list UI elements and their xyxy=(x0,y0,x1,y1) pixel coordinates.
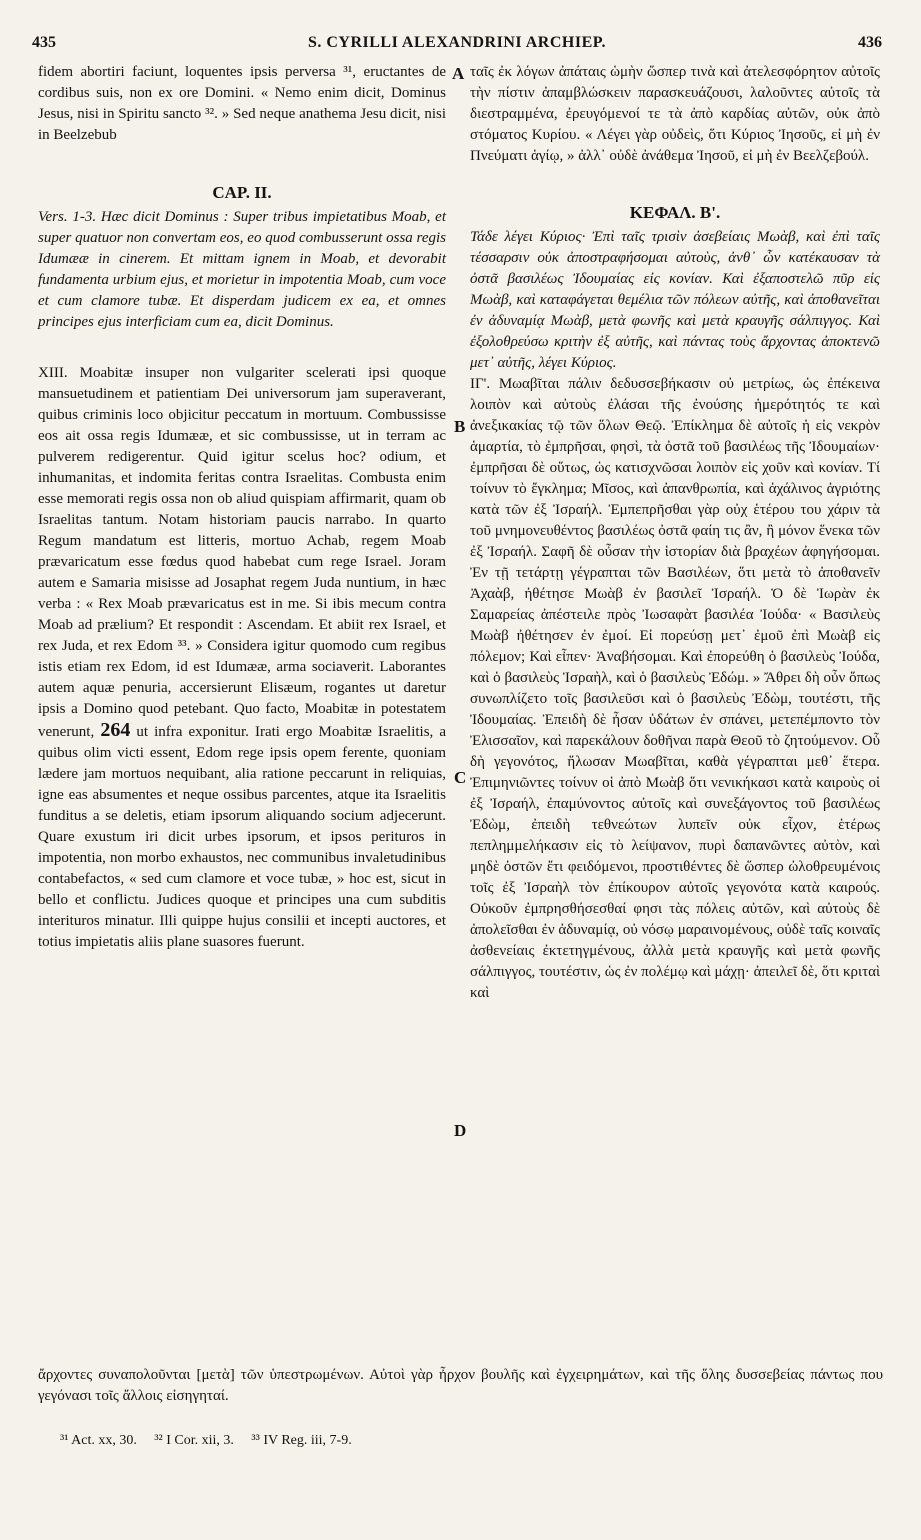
latin-commentary-part-2: ut infra exponitur. Irati ergo Moabitæ Israelitis, a quibus olim victi essent, Edom rege ipsis opem ferente, quoniam lædere jam mortuos nequibant, alia ratione peccarunt in reliquias, igne eas absumentes et neque ossibus parcentes, atque ita Israelitis funditus a se deletis, etiam ipsorum aliquando socium adjecerunt. Quare exustum iri dicit urbes ipsorum, et ipsos perituros in impotentia, non morbo exhaustos, nec communibus invaletudinibus contabefactos, « sed cum clamore et voce tubæ, » hoc est, sicut in bello et conflictu. Judices quoque et principes una cum subditis interituros minatur. Illi quippe hujus consilii et incepti auctores, et totius impietatis aliis plane suasores fuerunt. xyxy=(38,724,447,950)
page-number-right: 436 xyxy=(858,34,882,51)
latin-column xyxy=(38,62,446,953)
footnote-32: ³² I Cor. xii, 3. xyxy=(154,1433,234,1448)
page-number-left: 435 xyxy=(32,34,56,51)
margin-letter-d: D xyxy=(454,1121,467,1140)
running-title: S. CYRILLI ALEXANDRINI ARCHIEP. xyxy=(307,34,607,51)
latin-chapter-heading: CAP. II. xyxy=(212,183,272,202)
footnote-31: ³¹ Act. xx, 30. xyxy=(60,1433,137,1448)
latin-paragraph-1: fidem abortiri faciunt, loquentes ipsis perversa ³¹, eructantes de cordibus suis, non ex ore Domini. « Nemo enim dicit, Dominus Jesus, nisi in Spiritu sancto ³². » Sed neque anathema Jesu dicit, nisi in Beelzebub xyxy=(38,64,446,143)
greek-paragraph-1: ταῖς ἐκ λόγων ἀπάταις ὡμὴν ὥσπερ τινὰ καὶ ἀτελεσφόρητον αὐτοῖς τὴν πίστιν ἀπαμβλώσκειν παρασκευάζουσι, λαλοῦντες αὐτοῖς τὰ διεστραμμένα, ἐρευγόμενοί τε τὰ ἀπὸ καρδίας αὐτῶν, οὐκ ἀπὸ στόματος Κυρίου. « Λέγει γὰρ οὐδεὶς, ὅτι Κύριος Ἰησοῦς, εἰ μὴ ἐν Πνεύματι ἁγίῳ, » ἀλλ᾽ οὐδὲ ἀνάθεμα Ἰησοῦ, εἰ μὴ ἐν Βεελζεβούλ. xyxy=(470,64,880,164)
column-number-marker: 264 xyxy=(100,719,131,741)
greek-commentary: ΙΓ'. Μωαβῖται πάλιν δεδυσσεβήκασιν οὐ μετρίως, ὡς ἐπέκεινα λοιπὸν καὶ αὐτοὺς ἐλάσαι τῆς ἐνούσης ἡμερότητός τε καὶ ἀνεξικακίας τῷ τῶν ὅλων Θεῷ. Ἐπίκλημα δὲ αὐτοῖς ἡ εἰς νεκρὸν ἁμαρτία, τὸ ἐμπρῆσαι, φησὶ, τὰ ὀστᾶ τοῦ βασιλέως τῆς Ἰδουμαίων· ἐμπρῆσαι δὲ οὕτως, ὡς κατισχνῶσαι λοιπὸν εἰς χοῦν καὶ κονίαν. Τί τοίνυν τὸ ἔγκλημα; Μῖσος, καὶ ἀπανθρωπία, καὶ ἀχάλινος ἀγριότης κατὰ τῶν ἐξ Ἰσραήλ. Ἐμπεπρῆσθαι γὰρ οὐχ ἑτέρου του χάριν τὰ τοῦ μνημονευθέντος βασιλέως ὀστᾶ φαίη τις ἂν, ἢ μόνον ἕνεκα τῶν ἐξ Ἰσραήλ. Σαφῆ δὲ οὖσαν τὴν ἱστορίαν διὰ βραχέων ἀφηγήσομαι. Ἐν τῇ τετάρτῃ γέγραπται τῶν Βασιλέων, ὅτι μετὰ τὸ ἀποθανεῖν Ἀχαὰβ, ἠθέτησε Μωὰβ ἐν βασιλεῖ Ἰσραήλ. Ὁ δὲ Ἰωρὰν ἐκ Σαμαρείας ἀπέστειλε πρὸς Ἰωσαφὰτ βασιλέα Ἰούδα· « Βασιλεὺς Μωὰβ ἠθέτησεν ἐν ἐμοί. Εἰ πορεύσῃ μετ᾽ ἐμοῦ ἐπὶ Μωὰβ εἰς πόλεμον; Καὶ εἶπεν· Ἀναβήσομαι. Καὶ ἐπορεύθη ὁ βασιλεὺς Ἰούδα, καὶ ὁ βασιλεὺς Ἰσραὴλ, καὶ ὁ βασιλεὺς Ἐδώμ. » Ἄθρει δὴ οὖν ὅπως συνωπλίζετο τοῖς βασιλεῦσι καὶ ὁ βασιλεὺς Ἐδὼμ, τουτέστι, τῆς Ἰδουμαίας. Ἐπειδὴ δὲ ἦσαν ὑδάτων ἐν σπάνει, μετεπέμποντο τὸν Ἐλισσαῖον, καὶ παρεκάλουν δοθῆναι παρὰ Θεοῦ τὸ ζητούμενον. Οὗ δὴ γεγονότος, ἥλωσαν Μωαβῖται, καθὰ γέγραπται μεθ᾽ ἕτερα. Ἐπιμηνιῶντες τοίνυν οἱ ἀπὸ Μωὰβ ὅτι νενικήκασι κατὰ καιροὺς οἱ ἐξ Ἰσραήλ, ἐπαμύνοντος αὐτοῖς καὶ συνεξάγοντος τοῦ βασιλέως Ἐδὼμ, ἐπειδὴ τεθνεώτων λυπεῖν οὐκ εἶχον, ἑτέρως πεπλημμελήκασιν εἰς τὸ λείψανον, πυρὶ δαπανῶντες αὐτὸν, καὶ μηδὲ ὀστῶν ἔτι φειδόμενοι, προστιθέντες δὲ ὥσπερ ὠλοθρευμένοις τοῖς ἐξ Ἰσραὴλ τὸν ἐπίκουρον αὐτοῖς γεγονότα κατὰ καιρούς. Οὐκοῦν ἐμπρησθήσεσθαί φησι τὰς πόλεις αὐτῶν, καὶ αὐτοὺς δὲ ἀπολεῖσθαι ἐν ἀδυναμίᾳ, οὐ νόσῳ μαραινομένους, οὐδὲ ταῖς κοιναῖς ἀσθενείαις ἐκτετηγμένους, ἀλλὰ μετὰ κραυγῆς καὶ μετὰ φωνῆς σάλπιγγος, τουτέστιν, ὡς ἐν πολέμῳ καὶ μάχῃ· ἀπειλεῖ δὲ, ὅτι κριταὶ καὶ xyxy=(470,376,880,1001)
greek-chapter-heading: ΚΕΦΑΛ. Β'. xyxy=(629,203,721,222)
greek-column xyxy=(470,62,880,1004)
latin-commentary-part-1: XIII. Moabitæ insuper non vulgariter scelerati ipsi quoque mansuetudinem et patientiam Dei universorum jam superaverant, quibus criminis loco objicitur peccatum in mortuum. Combussisse eos ait ossa regis Idumææ, et sic combussisse, ut in terram ac pulverem redigerentur. Quid igitur scelus hoc? odium, et inhumanitas, et indomita feritas contra Israelitas. Combusta enim esse memorati regis ossa non ob aliud quispiam affirmarit, quam ob Israelitas tantum. Notam historiam paucis narrabo. In quarto Regum mandatum est litteris, mortuo Achab, regem Moab prævaricatum esse fœdus quod habebat cum rege Israel. Joram autem e Samaria misisse ad Josaphat regem Juda nuntium, in hæc verba : « Rex Moab prævaricatus est in me. Si ibis mecum contra Moab ad prælium? Et respondit : Ascendam. Et abiit rex Israel, et rex Juda, et rex Edom ³³. » Considera igitur quomodo cum regibus istis etiam rex Edom, id est Idumææ, arma sociaverit. Laborantes autem aquæ penuria, accersierunt Elisæum, rogantes ut daretur ipsis a Domino quod petebant. Quo facto, Moabitæ in potestatem venerunt, xyxy=(38,365,446,740)
latin-commentary xyxy=(38,363,446,953)
footnote-33: ³³ IV Reg. iii, 7-9. xyxy=(251,1433,352,1448)
margin-letter-b: B xyxy=(454,417,466,436)
margin-letter-c: C xyxy=(454,768,467,787)
page-header xyxy=(32,34,882,60)
latin-verse: Vers. 1-3. Hæc dicit Dominus : Super tribus impietatibus Moab, et super quatuor non convertam eos, eo quod combusserunt ossa regis Idumææ in cinerem. Et mittam ignem in Moab, et devorabit fundamenta urbium ejus, et morietur in impotentia Moab, cum voce et cum clamore tubæ. Et disperdam judicem ex ea, et omnes principes ejus interficiam cum ea, dicit Dominus. xyxy=(38,209,446,330)
greek-verse: Τάδε λέγει Κύριος· Ἐπὶ ταῖς τρισὶν ἀσεβείαις Μωὰβ, καὶ ἐπὶ ταῖς τέσσαρσιν οὐκ ἀποστραφήσομαι αὐτοὺς, ἀνθ᾽ ὧν κατέκαυσαν τὰ ὀστᾶ βασιλέως Ἰδουμαίας εἰς κονίαν. Καὶ ἐξαποστελῶ πῦρ εἰς Μωὰβ, καὶ καταφάγεται θεμέλια τῶν πόλεων αὐτῆς, καὶ ἀποθανεῖται ἐν ἀδυναμίᾳ Μωὰβ, μετὰ φωνῆς καὶ μετὰ κραυγῆς σάλπιγγος. Καὶ ἐξολοθρεύσω κριτὴν ἐξ αὐτῆς, καὶ πάντας τοὺς ἄρχοντας ἀποκτενῶ μετ᾽ αὐτῆς, λέγει Κύριος. xyxy=(470,229,880,371)
greek-continuation: ἄρχοντες συναπολοῦνται [μετὰ] τῶν ὑπεστρωμένων. Αὐτοὶ γὰρ ἦρχον βουλῆς καὶ ἐγχειρημάτων, καὶ τῆς ὅλης δυσσεβείας πάντως που γεγόνασι τοῖς ἄλλοις εἰσηγηταί. xyxy=(38,1367,883,1404)
margin-letter-a: A xyxy=(452,64,465,83)
footnotes xyxy=(60,1433,366,1449)
